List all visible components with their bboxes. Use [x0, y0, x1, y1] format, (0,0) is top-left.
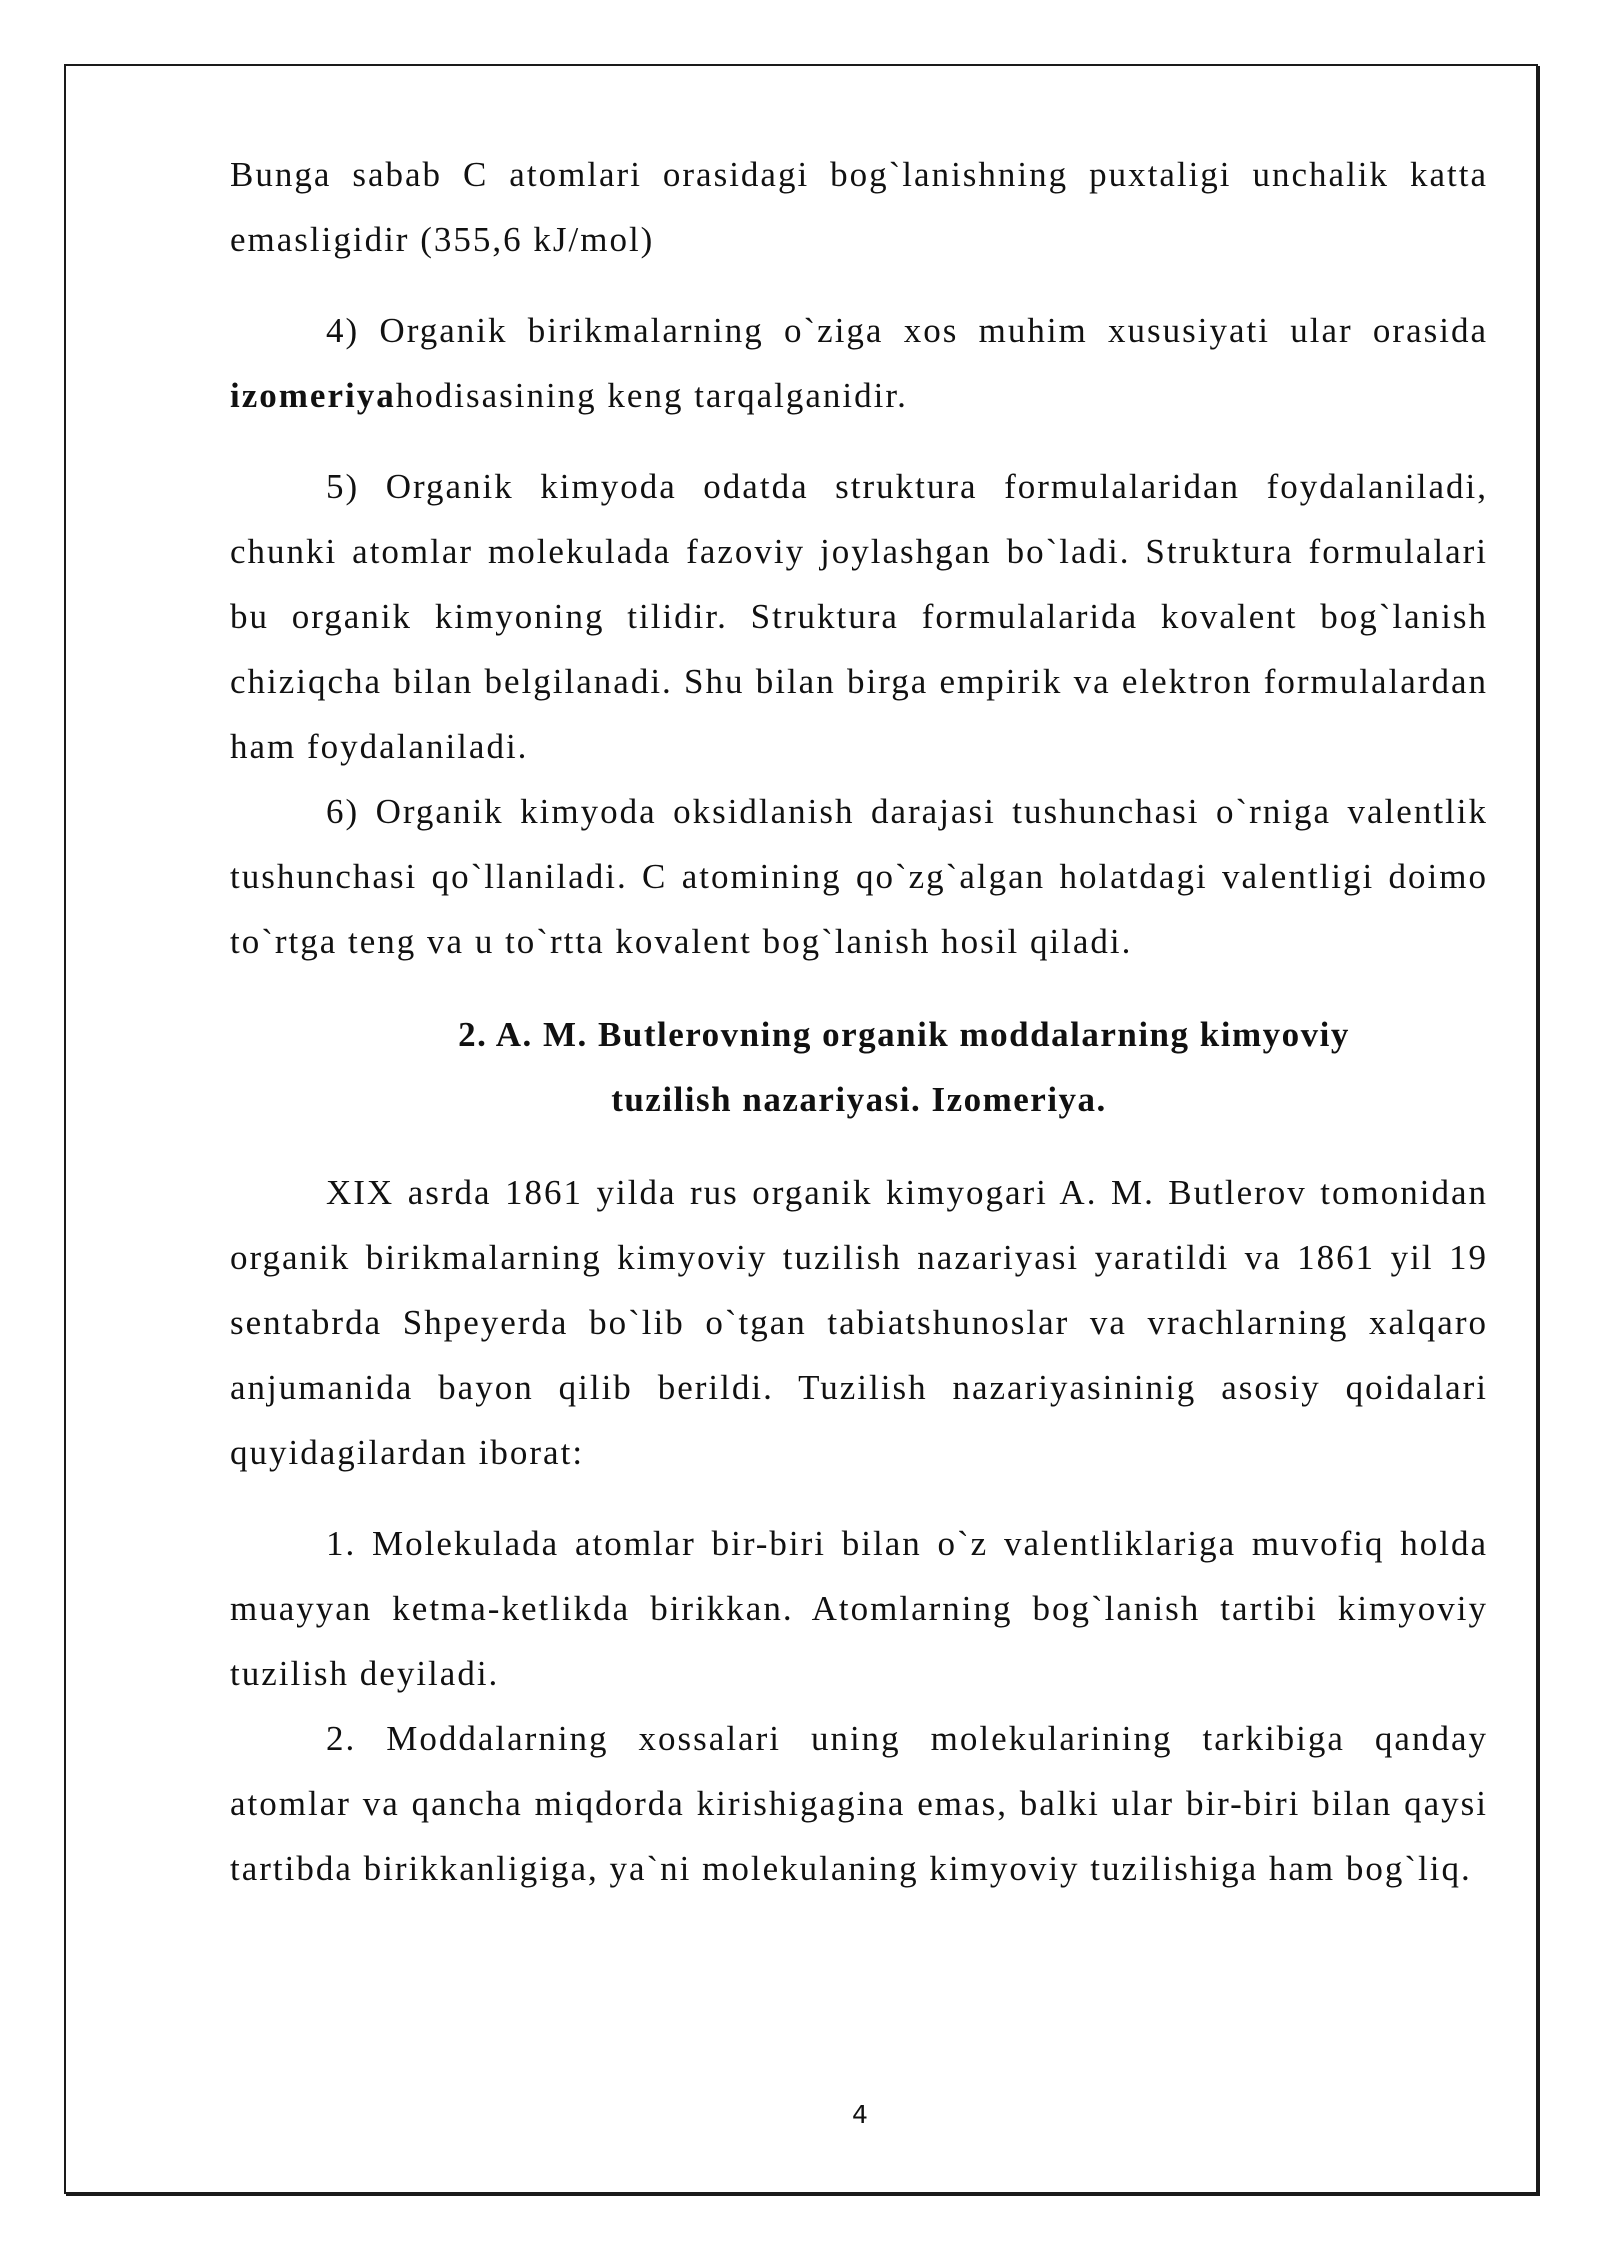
paragraph-bond-strength: Bunga sabab C atomlari orasidagi bog`lanishning puxtaligi unchalik katta emasligidir (355,6 kJ/mol): [230, 155, 1488, 259]
paragraph-isomerism: [230, 298, 1488, 428]
page-content: [230, 142, 1488, 1901]
paragraph-isomerism-text-end: hodisasining keng tarqalganidir.: [395, 376, 908, 415]
section-heading: [230, 1002, 1488, 1132]
paragraph-rule-1: 1. Molekulada atomlar bir-biri bilan o`z valentliklariga muvofiq holda muayyan ketma-ketlikda birikkan. Atomlarning bog`lanish tartibi kimyoviy tuzilish deyiladi.: [230, 1524, 1488, 1693]
paragraph-valence: 6) Organik kimyoda oksidlanish darajasi tushunchasi o`rniga valentlik tushunchasi qo`llaniladi. C atomining qo`zg`algan holatdagi valentligi doimo to`rtga teng va u to`rtta kovalent bog`lanish hosil qiladi.: [230, 792, 1488, 961]
paragraph-structural-formulas: 5) Organik kimyoda odatda struktura formulalaridan foydalaniladi, chunki atomlar molekulada fazoviy joylashgan bo`ladi. Struktura formulalari bu organik kimyoning tilidir. Struktura formulalarida kovalent bog`lanish chiziqcha bilan belgilanadi. Shu bilan birga empirik va elektron formulalardan ham foydalaniladi.: [230, 467, 1488, 766]
isomerism-term: izomeriya: [230, 376, 396, 415]
paragraph-isomerism-text-start: 4) Organik birikmalarning o`ziga xos muhim xususiyati ular orasida: [326, 311, 1488, 350]
paragraph-rule-2: 2. Moddalarning xossalari uning molekularining tarkibiga qanday atomlar va qancha miqdorda kirishigagina emas, balki ular bir-biri bilan qaysi tartibda birikkanligiga, ya`ni molekulaning kimyoviy tuzilishiga ham bog`liq.: [230, 1719, 1488, 1888]
paragraph-butlerov-intro: XIX asrda 1861 yilda rus organik kimyogari A. M. Butlerov tomonidan organik birikmalarning kimyoviy tuzilish nazariyasi yaratildi va 1861 yil 19 sentabrda Shpeyerda bo`lib o`tgan tabiatshunoslar va vrachlarning xalqaro anjumanida bayon qilib berildi. Tuzilish nazariyasininig asosiy qoidalari quyidagilardan iborat:: [230, 1173, 1488, 1472]
page-number: 4: [852, 2100, 868, 2129]
section-heading-line-2: tuzilish nazariyasi. Izomeriya.: [611, 1080, 1107, 1119]
section-heading-line-1: 2. A. M. Butlerovning organik moddalarning kimyoviy: [458, 1015, 1350, 1054]
